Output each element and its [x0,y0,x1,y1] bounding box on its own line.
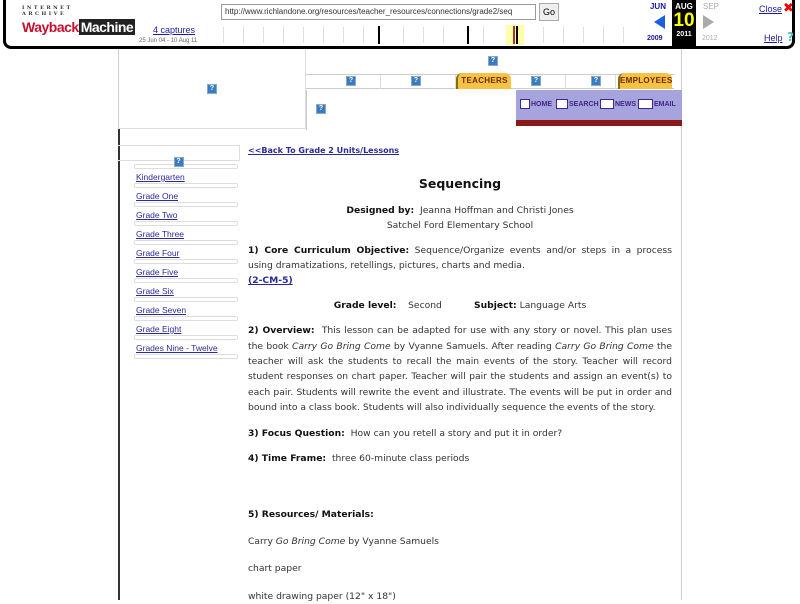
tab-employees[interactable]: EMPLOYEES [618,73,672,89]
sidebar-separator [134,316,238,321]
logo-machine: Machine [80,19,134,35]
sidebar-item-kindergarten[interactable]: Kindergarten [136,172,185,182]
broken-image-icon: ? [531,76,541,86]
arrow-right-icon [556,99,568,109]
sidebar-separator [134,297,238,302]
resource-item: chart paper [248,563,302,575]
url-input[interactable]: http://www.richlandone.org/resources/teacher_resources/connections/grade2/seq [221,4,536,20]
current-month: AUG [675,2,693,11]
page-title: Sequencing [418,176,502,192]
objective-label: 1) Core Curriculum Objective: [248,244,410,256]
timeline-tick [403,27,404,43]
sidebar-item-grade-one[interactable]: Grade One [136,191,179,201]
timeline-tick [303,27,304,43]
nav-home[interactable]: HOME [520,99,552,109]
sidebar-item-grade-eight[interactable]: Grade Eight [136,324,182,334]
resource-item: white drawing paper (12" x 18") [248,590,396,602]
prev-capture-arrow-icon[interactable] [654,15,665,29]
sidebar-separator [134,278,238,283]
nav-news[interactable]: NEWS [600,99,636,109]
grade-subject-line [248,298,672,313]
timeline-tick [343,27,344,43]
newspaper-icon [600,99,614,109]
designed-by [248,203,672,234]
broken-image-icon: ? [488,56,498,66]
page-border-right [681,49,682,600]
broken-image-icon: ? [411,76,421,86]
objective-section [248,243,672,289]
page-container [118,49,682,600]
sidebar-separator [134,240,238,245]
timeline-capture-mark[interactable] [516,26,518,44]
objective-text: Sequence/Organize events and/or steps in a process using dramatizations, retellings, pictures, charts and media. [248,244,672,272]
broken-image-icon: ? [174,157,184,167]
help-link[interactable]: Help [764,33,783,43]
timeline-capture-mark[interactable] [467,26,469,44]
timeline-capture-mark[interactable] [378,26,380,44]
sidebar-separator [134,335,238,340]
timeline-tick [423,27,424,43]
focus-question-text: How can you retell a story and put it in order? [350,427,563,439]
designers: Jeanna Hoffman and Christi Jones [420,204,574,216]
timeline-tick [223,27,224,43]
sidebar-header [118,145,240,165]
header-logo-area [118,49,306,129]
tab-cell[interactable] [566,75,616,89]
broken-image-icon: ? [346,76,356,86]
current-capture-date [672,0,696,46]
tab-cell[interactable] [381,75,456,89]
wayback-logo[interactable] [22,5,134,35]
sidebar-item-grade-six[interactable]: Grade Six [136,286,174,296]
captures-link[interactable]: 4 captures [153,25,196,35]
back-to-units-link[interactable]: <<Back To Grade 2 Units/Lessons [248,146,400,155]
next-month-label: SEP [702,2,719,11]
timeline-tick [563,27,564,43]
time-frame-label: 4) Time Frame: [248,453,327,465]
timeline-tick [603,27,604,43]
logo-wayback: Wayback [22,19,79,35]
focus-question-section [248,426,672,441]
capture-timeline[interactable] [215,25,635,45]
timeline-tick [283,27,284,43]
current-year: 2011 [676,31,692,38]
resources-label: 5) Resources/ Materials: [248,508,374,520]
broken-image-icon: ? [316,104,326,114]
prev-year-link[interactable]: 2009 [647,35,663,42]
sidebar-item-grades-nine-twelve[interactable]: Grades Nine - Twelve [136,343,218,353]
divider [306,90,307,130]
logo-internet-archive: INTERNET ARCHIVE [22,5,73,17]
focus-question-label: 3) Focus Question: [248,427,345,439]
resources-section [248,507,672,522]
timeline-tick [263,27,264,43]
broken-image-icon: ? [207,84,217,94]
nav-email[interactable]: EMAIL [638,99,676,109]
sidebar-separator [134,202,238,207]
next-capture-arrow-icon [703,15,714,29]
nav-search[interactable]: SEARCH [556,99,599,109]
close-link[interactable]: Close [759,4,783,14]
designed-by-label: Designed by: [346,204,415,216]
overview-label: 2) Overview: [248,325,315,337]
current-day: 10 [673,10,695,31]
help-icon[interactable]: ? [787,30,794,44]
timeline-current-year [506,25,524,45]
go-button[interactable]: Go [539,3,559,21]
sidebar-separator [134,183,238,188]
sidebar-item-grade-three[interactable]: Grade Three [136,229,185,239]
timeline-tick [323,27,324,43]
sidebar-separator [134,354,238,359]
envelope-icon [638,99,653,109]
sidebar-item-grade-four[interactable]: Grade Four [136,248,180,258]
timeline-tick [443,27,444,43]
subject-value: Language Arts [519,299,587,311]
tab-cell[interactable] [306,75,381,89]
book-title: Carry Go Bring Come [292,340,391,352]
wayback-toolbar [3,0,795,49]
tab-cell[interactable] [511,75,566,89]
next-year-label: 2012 [702,35,718,42]
grade-level-label: Grade level: [333,299,397,311]
broken-image-icon: ? [591,76,601,86]
objective-code-link[interactable]: (2-CM-5) [248,275,293,287]
tab-teachers[interactable]: TEACHERS [456,73,511,89]
close-icon[interactable]: ✖ [783,1,794,16]
timeline-tick [483,27,484,43]
timeline-tick [243,27,244,43]
time-frame-section [248,451,672,466]
sidebar-separator [134,164,238,169]
timeline-tick [623,27,624,43]
resource-item: Carry Go Bring Come by Vyanne Samuels [248,535,439,547]
time-frame-text: three 60-minute class periods [331,453,470,465]
header-tabs [306,74,674,89]
grade-sidebar [118,145,240,359]
utility-nav [516,90,682,120]
prev-month-link[interactable]: JUN [649,2,666,11]
sidebar-item-grade-five[interactable]: Grade Five [136,267,179,277]
grade-level-value: Second [408,299,442,311]
home-icon [520,99,530,109]
timeline-capture-mark[interactable] [513,26,515,44]
timeline-tick [363,27,364,43]
timeline-tick [583,27,584,43]
lesson-content [248,145,672,604]
book-title: Carry Go Bring Come [555,340,654,352]
nav-underline-bar [516,120,682,126]
timeline-tick [543,27,544,43]
sidebar-item-grade-two[interactable]: Grade Two [136,210,178,220]
sidebar-separator [134,259,238,264]
subject-label: Subject: [474,299,517,311]
overview-section: 2) Overview: This lesson can be adapted for use with any story or novel. This plan uses the book Carry Go Bring Come by Vyanne Samuels. After reading Carry Go Bring Come the teacher will ask the students to recall the main events of the story. Teacher will record student responses on chart paper. Teacher will pair the students and assign an event(s) to each pair. Students will rewrite the event and illustrate. The events will be put in order and bound into a class book. Students will also individually sequence the events of the story. [248,325,673,414]
sidebar-separator [134,221,238,226]
capture-date-range: 25 Jun 04 - 10 Aug 11 [139,38,198,44]
sidebar-item-grade-seven[interactable]: Grade Seven [136,305,187,315]
school-name: Satchel Ford Elementary School [386,220,534,232]
